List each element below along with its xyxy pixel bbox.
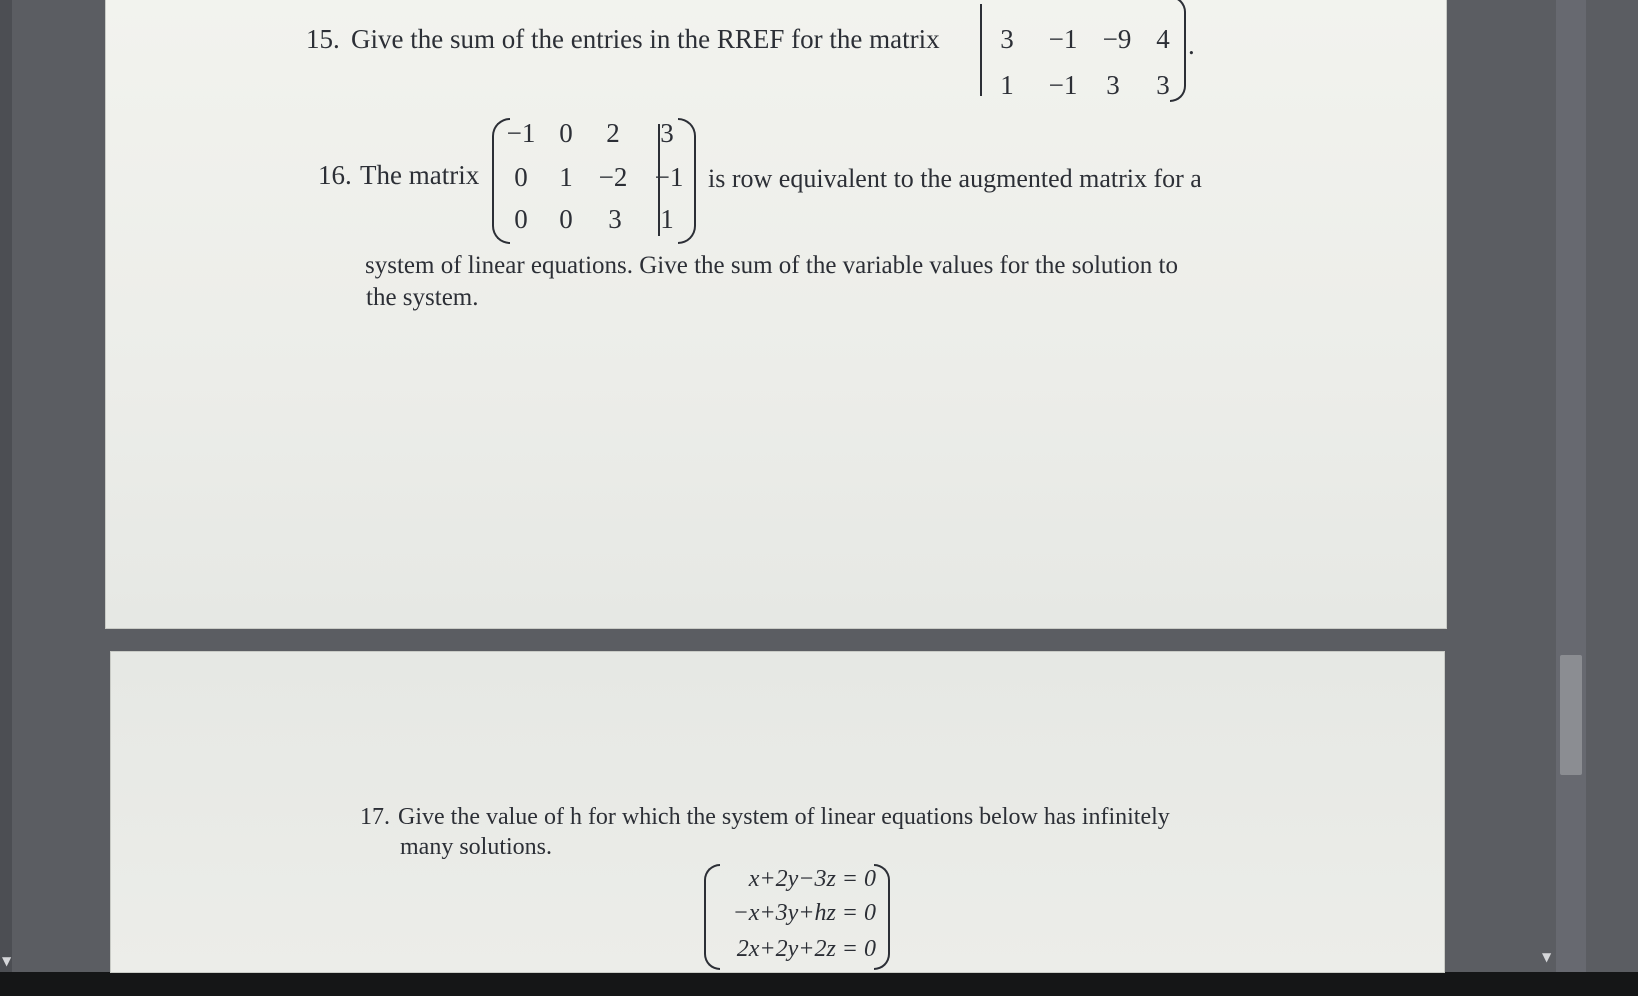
vertical-scrollbar[interactable] <box>1556 0 1586 972</box>
q17-equation-row: 2x+2y+2z = 0 <box>736 936 876 962</box>
q17-right-paren <box>874 864 890 970</box>
q16-cell: −1 <box>506 118 536 148</box>
q15-cell: −1 <box>1048 24 1078 54</box>
q16-cell: 3 <box>660 118 674 148</box>
monitor-bezel <box>0 972 1638 996</box>
q17-equation-row: −x+3y+hz = 0 <box>732 900 876 926</box>
q15-number: 15. <box>306 24 340 54</box>
q16-cell: 0 <box>559 118 573 148</box>
q16-after-matrix: is row equivalent to the augmented matrix for a <box>708 164 1202 193</box>
q15-cell: 3 <box>1000 24 1014 54</box>
q15-cell: 3 <box>1106 70 1120 100</box>
q16-number: 16. <box>318 160 352 190</box>
scrollbar-thumb[interactable] <box>1560 655 1582 775</box>
q17-line1: Give the value of h for which the system of linear equations below has infinitely <box>398 804 1170 830</box>
q16-cell: −1 <box>654 162 684 192</box>
q15-matrix-left-bar <box>980 4 982 96</box>
q16-lead: The matrix <box>360 160 480 190</box>
q16-cell: 2 <box>606 118 620 148</box>
q15-cell: 1 <box>1000 70 1014 100</box>
q16-cell: 0 <box>514 162 528 192</box>
q17-equation-row: x+2y−3z = 0 <box>748 866 876 892</box>
window-left-edge <box>0 0 12 972</box>
scroll-down-arrow-icon[interactable]: ▼ <box>1542 950 1552 964</box>
q15-cell: 3 <box>1156 70 1170 100</box>
document-page-top <box>106 0 1446 628</box>
q15-text: Give the sum of the entries in the RREF for the matrix <box>351 24 940 54</box>
q15-cell: 4 <box>1156 24 1170 54</box>
q16-cell: −2 <box>598 162 628 192</box>
q16-cell: 3 <box>608 204 622 234</box>
q16-cell: 1 <box>559 162 573 192</box>
q16-cell: 1 <box>660 204 674 234</box>
q16-line2: system of linear equations. Give the sum of the variable values for the solution to <box>365 252 1179 279</box>
q15-cell: −1 <box>1048 70 1078 100</box>
q17-line2: many solutions. <box>400 834 553 860</box>
q16-line3: the system. <box>366 284 479 311</box>
q15-cell: −9 <box>1102 24 1132 54</box>
q16-cell: 0 <box>559 204 573 234</box>
q16-cell: 0 <box>514 204 528 234</box>
left-scroll-down-arrow-icon[interactable]: ▼ <box>2 954 12 968</box>
q15-period: . <box>1188 30 1195 60</box>
q17-number: 17. <box>360 804 390 830</box>
